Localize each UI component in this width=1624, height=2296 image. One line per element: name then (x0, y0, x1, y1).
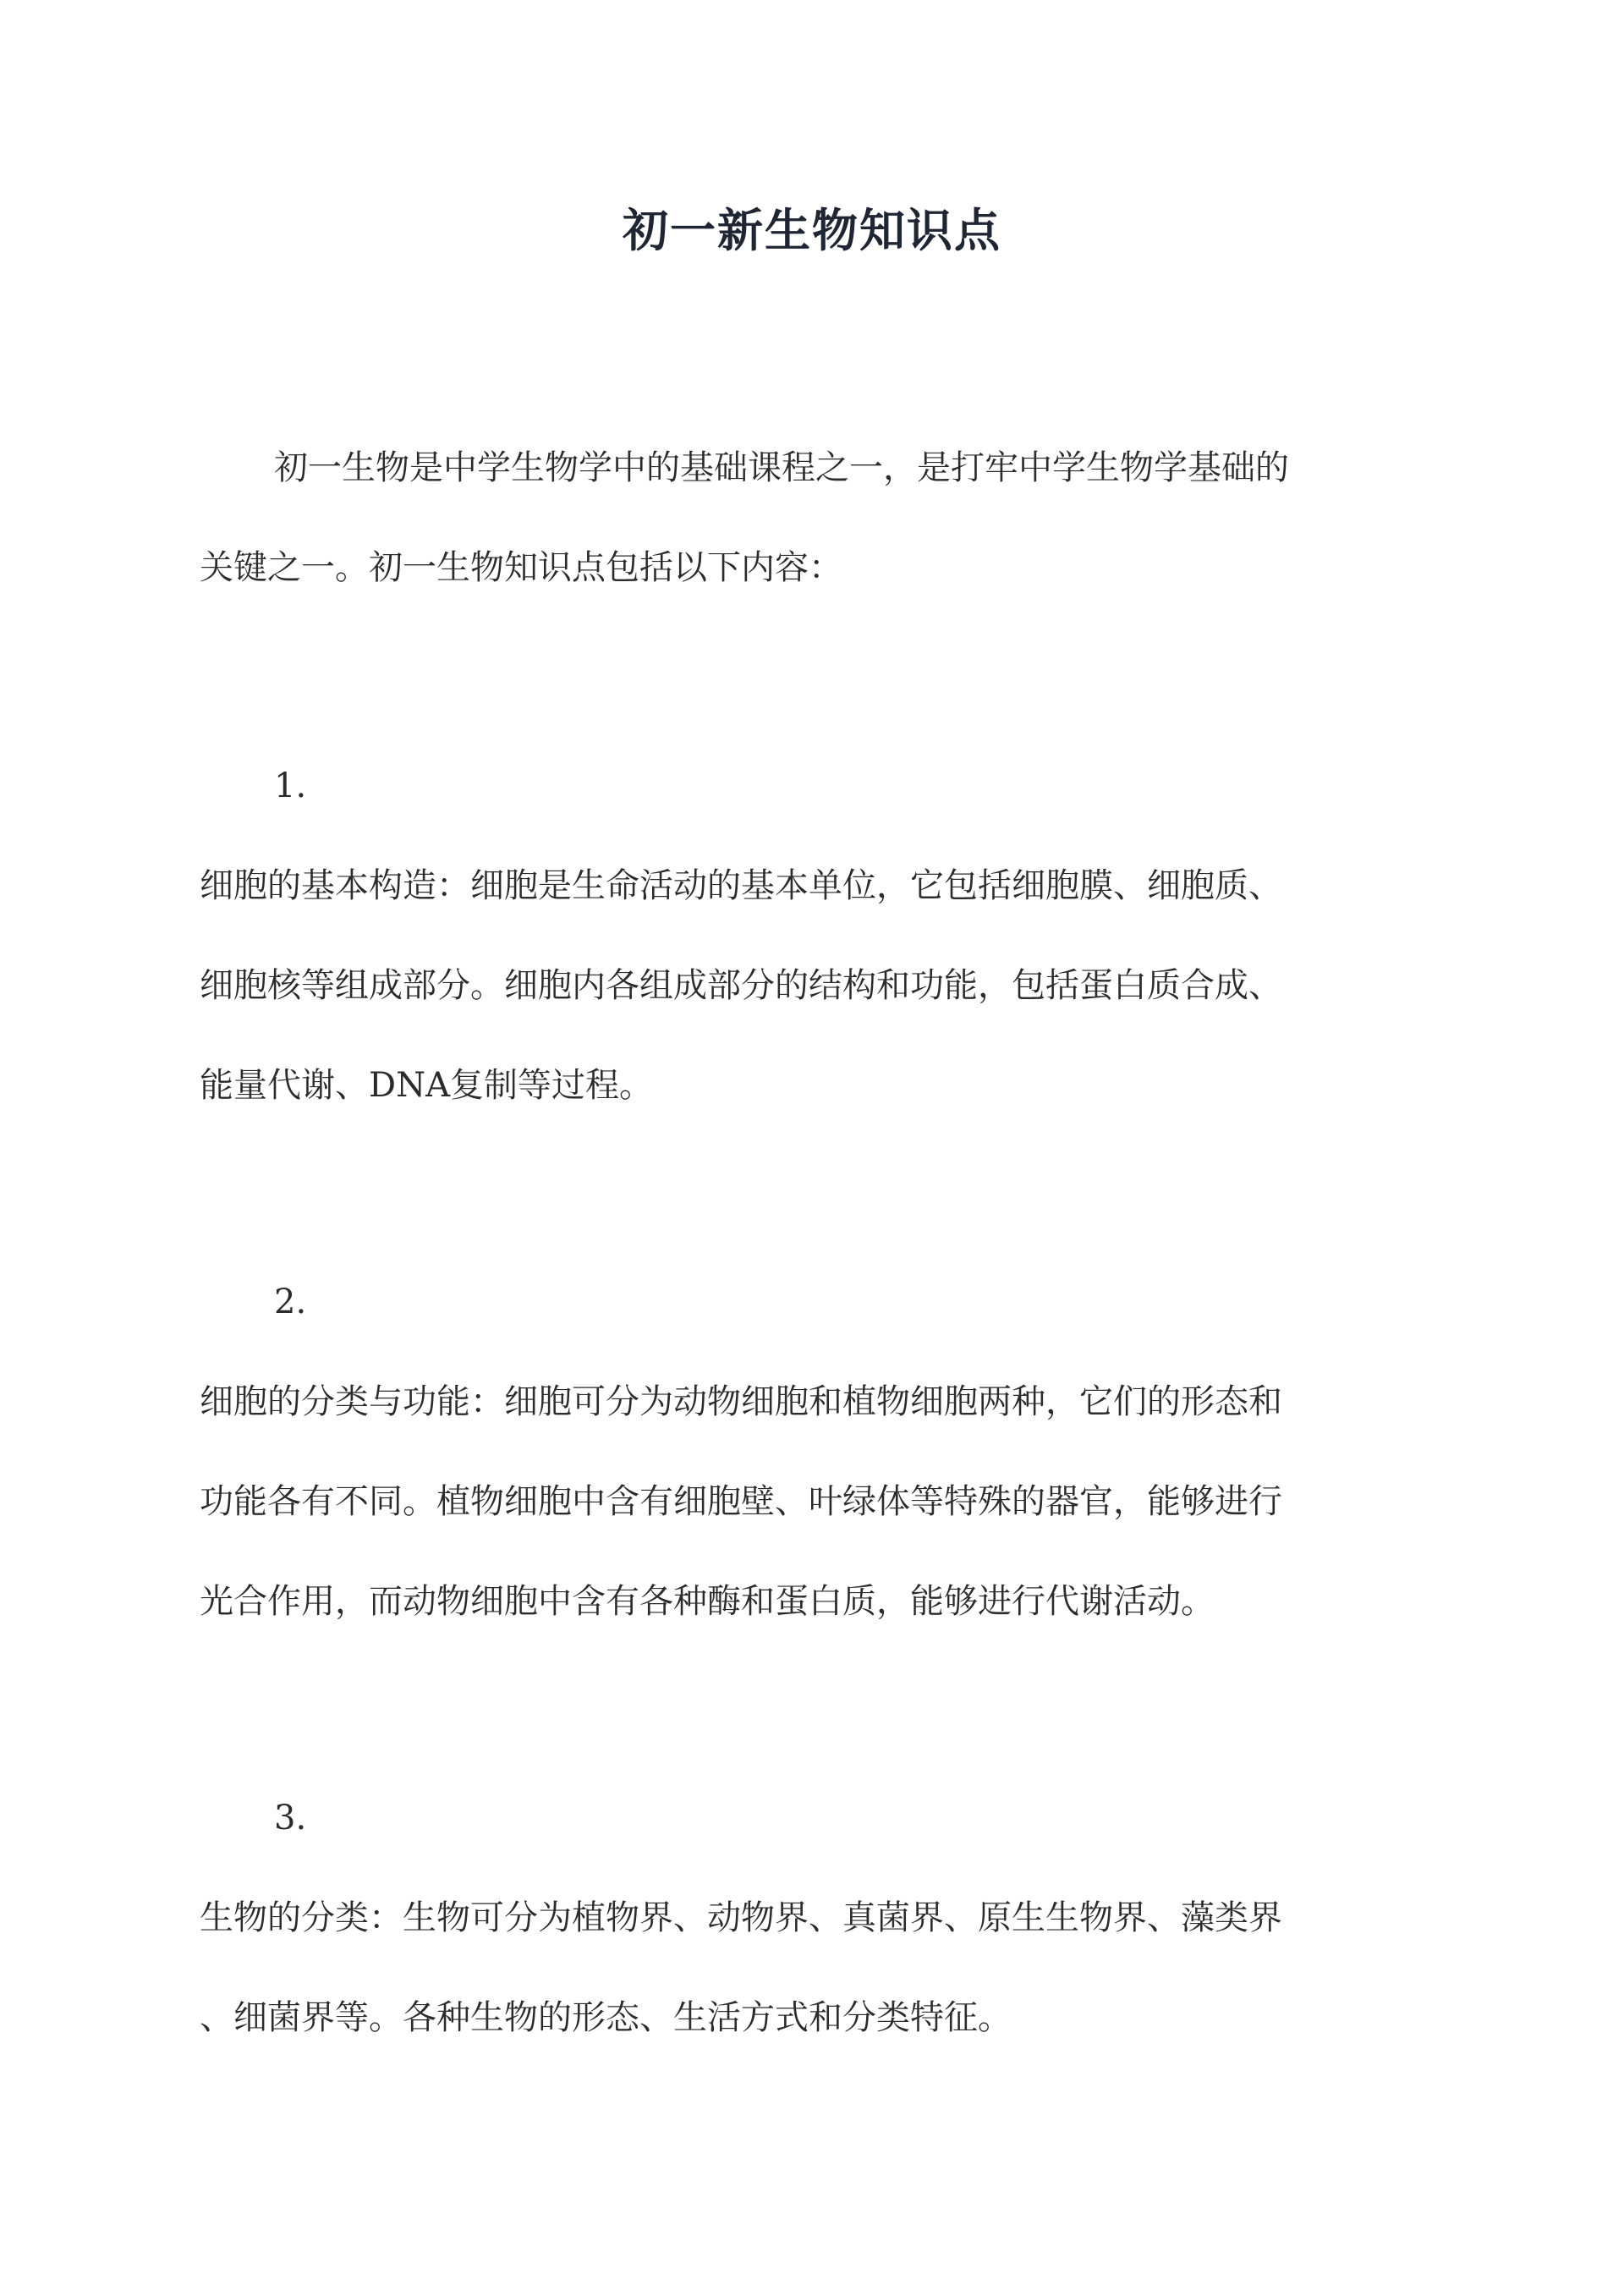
intro-paragraph (200, 418, 1426, 618)
item-number: 3. (274, 1799, 307, 1837)
item-line: 生物的分类：生物可分为植物界、动物界、真菌界、原生生物界、藻类界 (200, 1898, 1282, 1937)
item-paragraph (200, 1868, 1426, 2068)
item-line: 细胞的基本构造：细胞是生命活动的基本单位，它包括细胞膜、细胞质、 (200, 866, 1282, 905)
intro-line: 初一生物是中学生物学中的基础课程之一，是打牢中学生物学基础的 (274, 448, 1289, 487)
item-line: 光合作用，而动物细胞中含有各种酶和蛋白质，能够进行代谢活动。 (200, 1582, 1215, 1621)
document-title: 初一新生物知识点 (623, 203, 1001, 257)
item-line: 细胞核等组成部分。细胞内各组成部分的结构和功能，包括蛋白质合成、 (200, 966, 1282, 1005)
item-line: 细胞的分类与功能：细胞可分为动物细胞和植物细胞两种，它们的形态和 (200, 1382, 1282, 1421)
item-line: 、细菌界等。各种生物的形态、生活方式和分类特征。 (200, 1998, 1012, 2037)
item-paragraph (200, 836, 1426, 1135)
item-number: 1. (274, 766, 307, 805)
intro-line: 关键之一。初一生物知识点包括以下内容： (200, 548, 842, 587)
item-paragraph (200, 1352, 1426, 1651)
item-number: 2. (274, 1283, 307, 1321)
item-line: 能量代谢、DNA复制等过程。 (200, 1066, 653, 1105)
item-line: 功能各有不同。植物细胞中含有细胞壁、叶绿体等特殊的器官，能够进行 (200, 1482, 1282, 1521)
